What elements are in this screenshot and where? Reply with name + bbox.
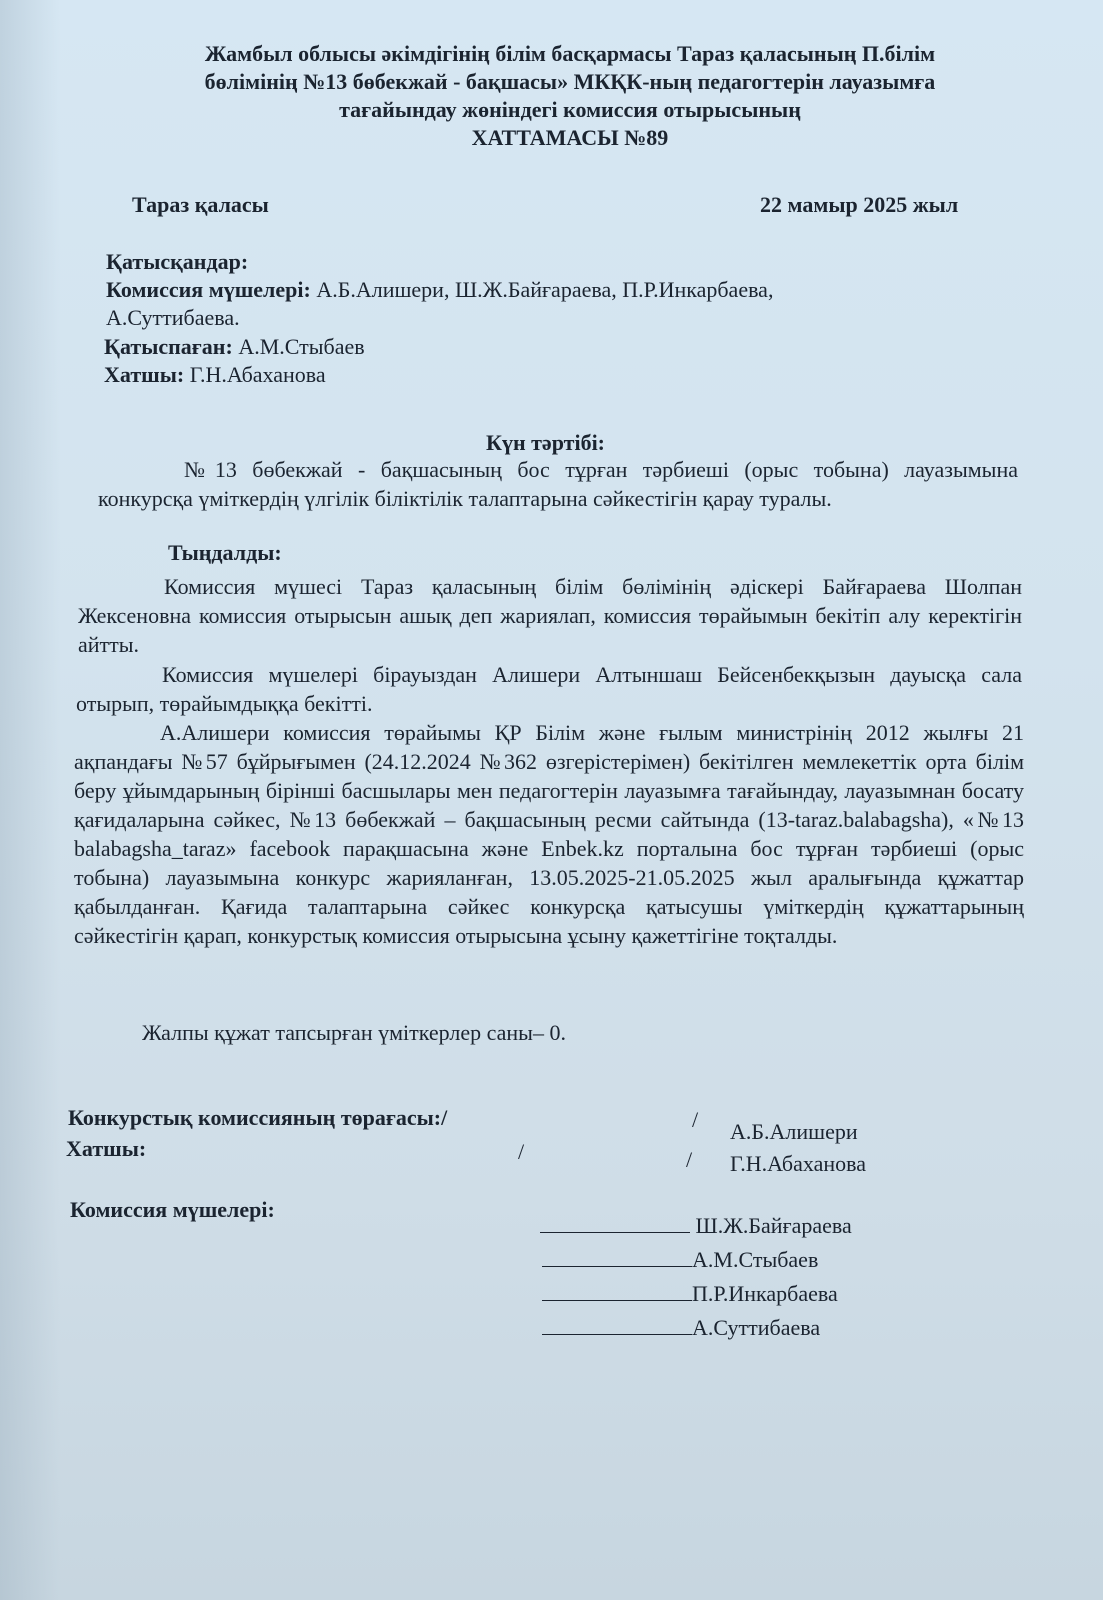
absent-value: А.М.Стыбаев [232,334,365,359]
members-label: Комиссия мүшелері: [106,277,311,302]
member-name: П.Р.Инкарбаева [692,1281,838,1306]
member-signature-1 [540,1212,852,1240]
page-shadow [0,0,60,1600]
members-line-2: А.Суттибаева. [106,305,240,330]
members-sign-label: Комиссия мүшелері: [70,1197,275,1222]
header-line-2: бөлімінің №13 бөбекжай - бақшасы» МКҚК-ның педагогтерін лауазымға [204,69,936,94]
secretary-value: Г.Н.Абаханова [184,362,326,387]
signature-line [542,1314,692,1335]
secretary-sign-label: Хатшы: [66,1136,147,1161]
members-line [106,276,773,304]
heard-paragraph-3: А.Алишери комиссия төрайымы ҚР Білім және ғылым министрінің 2012 жылғы 21 ақпандағы №57 бұйрығымен (24.12.2024 №362 өзгерістерімен) бекітілген мемлекеттік орта білім беру ұйымдарының бірінші басшылары мен педагогтерін лауазымға тағайындау, лауазымнан босату қағидаларына сәйкес, №13 бөбекжай – бақшасының ресми сайтында (13-taraz.balabagsha), «№13 balabagsha_taraz» facebook парақшасына және Enbek.kz порталына бос тұрған тәрбиеші (орыс тобына) лауазымына конкурс жарияланған, 13.05.2025-21.05.2025 жыл аралығында құжаттар қабылданған. Қағида талаптарына сәйкес конкурсқа қатысушы үміткердің құжаттарының сәйкестігін қарап, конкурстық комиссия отырысына ұсыну қажеттігіне тоқталды. [74,720,1024,948]
member-name: Ш.Ж.Байғараева [695,1213,852,1238]
absent-label: Қатыспаған: [104,334,233,359]
member-name: А.Суттибаева [692,1315,821,1340]
member-signature-3 [542,1280,838,1308]
heard-paragraph-1: Комиссия мүшесі Тараз қаласының білім бөлімінің әдіскері Байғараева Шолпан Жексеновна комиссия отырысын ашық деп жариялап, комиссия төрайымын бекітіп алу керектігін айтты. [78,574,1022,657]
secretary-slash-2: / [686,1147,693,1172]
members-value: А.Б.Алишери, Ш.Ж.Байғараева, П.Р.Инкарбаева, [310,277,774,302]
member-name: А.М.Стыбаев [692,1247,819,1272]
signature-line [540,1212,690,1233]
participants-heading: Қатысқандар: [106,249,249,274]
chair-label: Конкурстық комиссияның төрағасы:/ [68,1105,448,1130]
heard-paragraph-2: Комиссия мүшелері бірауыздан Алишери Алтыншаш Бейсенбекқызын дауысқа сала отырып, төрайымдыққа бекітті. [76,662,1022,716]
header-line-3: тағайындау жөніндегі комиссия отырысының [339,97,801,122]
heard-paragraph-4: Жалпы құжат тапсырған үміткерлер саны– 0. [142,1020,566,1045]
signature-line [542,1280,692,1301]
header-line-1: Жамбыл облысы әкімдігінің білім басқармасы Тараз қаласының П.білім [204,41,936,66]
chair-name: А.Б.Алишери [730,1119,858,1144]
date-label: 22 мамыр 2025 жыл [760,192,959,217]
secretary-line [104,361,326,389]
document-header [120,40,1020,152]
secretary-label: Хатшы: [104,362,185,387]
secretary-sign-name: Г.Н.Абаханова [730,1151,866,1176]
member-signature-2 [542,1246,818,1274]
chair-slash: / [692,1107,699,1132]
member-signature-4 [542,1314,820,1342]
absent-line [104,333,365,361]
agenda-text: №13 бөбекжай - бақшасының бос тұрған тәрбиеші (орыс тобына) лауазымына конкурсқа үміткердің үлгілік біліктілік талаптарына сәйкестігін қарау туралы. [98,457,1018,511]
heard-heading: Тыңдалды: [168,540,282,565]
place-label: Тараз қаласы [132,192,269,217]
agenda-heading: Күн тәртібі: [486,430,606,455]
document-title: ХАТТАМАСЫ №89 [471,125,669,150]
signature-line [542,1246,692,1267]
secretary-slash-1: / [518,1139,525,1164]
